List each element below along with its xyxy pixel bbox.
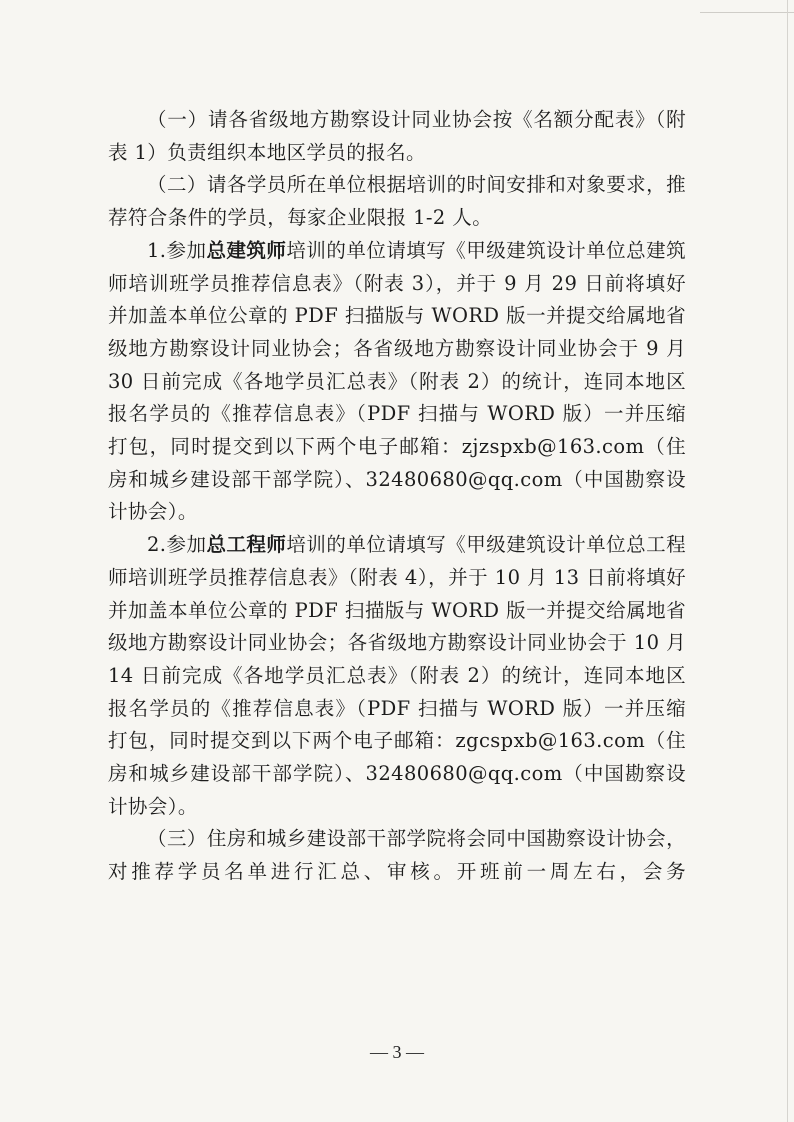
scan-edge-top [700, 12, 794, 13]
document-body [108, 104, 686, 889]
chief-engineer-bold: 总工程师 [206, 533, 287, 557]
paragraph-chief-architect [108, 235, 686, 529]
page-number: — 3 — [370, 1042, 424, 1062]
paragraph-section-1: （一）请各省级地方勘察设计同业协会按《名额分配表》（附表 1）负责组织本地区学员的报名。 [108, 108, 686, 164]
chief-architect-prefix: 1.参加 [147, 238, 207, 262]
paragraph-section-2: （二）请各学员所在单位根据培训的时间安排和对象要求，推荐符合条件的学员，每家企业限报 1-2 人。 [108, 173, 686, 230]
chief-engineer-prefix: 2.参加 [147, 533, 207, 557]
chief-engineer-text: 培训的单位请填写《甲级建筑设计单位总工程师培训班学员推荐信息表》（附表 4），并于 10 月 13 日前将填好并加盖本单位公章的 PDF 扫描版与 WORD 版一并提交给属地省级地方勘察设计同业协会；各省级地方勘察设计同业协会于 10 月 14 日前完成《各地学员汇总表》（附表 2）的统计，连同本地区报名学员的《推荐信息表》（PDF 扫描与 WORD 版）一并压缩打包，同时提交到以下两个电子邮箱：zgcspxb@163.com（住房和城乡建设部干部学院）、32480680@qq.com（中国勘察设计协会）。 [108, 533, 686, 818]
scan-edge-right [787, 0, 788, 1122]
paragraph-section-3: （三）住房和城乡建设部干部学院将会同中国勘察设计协会，对推荐学员名单进行汇总、审核。开班前一周左右，会务 [108, 827, 686, 884]
chief-architect-bold: 总建筑师 [206, 238, 287, 262]
chief-architect-text: 培训的单位请填写《甲级建筑设计单位总建筑师培训班学员推荐信息表》（附表 3），并于 9 月 29 日前将填好并加盖本单位公章的 PDF 扫描版与 WORD 版一并提交给属地省级地方勘察设计同业协会；各省级地方勘察设计同业协会于 9 月 30 日前完成《各地学员汇总表》（附表 2）的统计，连同本地区报名学员的《推荐信息表》（PDF 扫描与 WORD 版）一并压缩打包，同时提交到以下两个电子邮箱：zjzspxb@163.com（住房和城乡建设部干部学院）、32480680@qq.com（中国勘察设计协会）。 [108, 238, 686, 524]
paragraph-chief-engineer [108, 529, 686, 823]
